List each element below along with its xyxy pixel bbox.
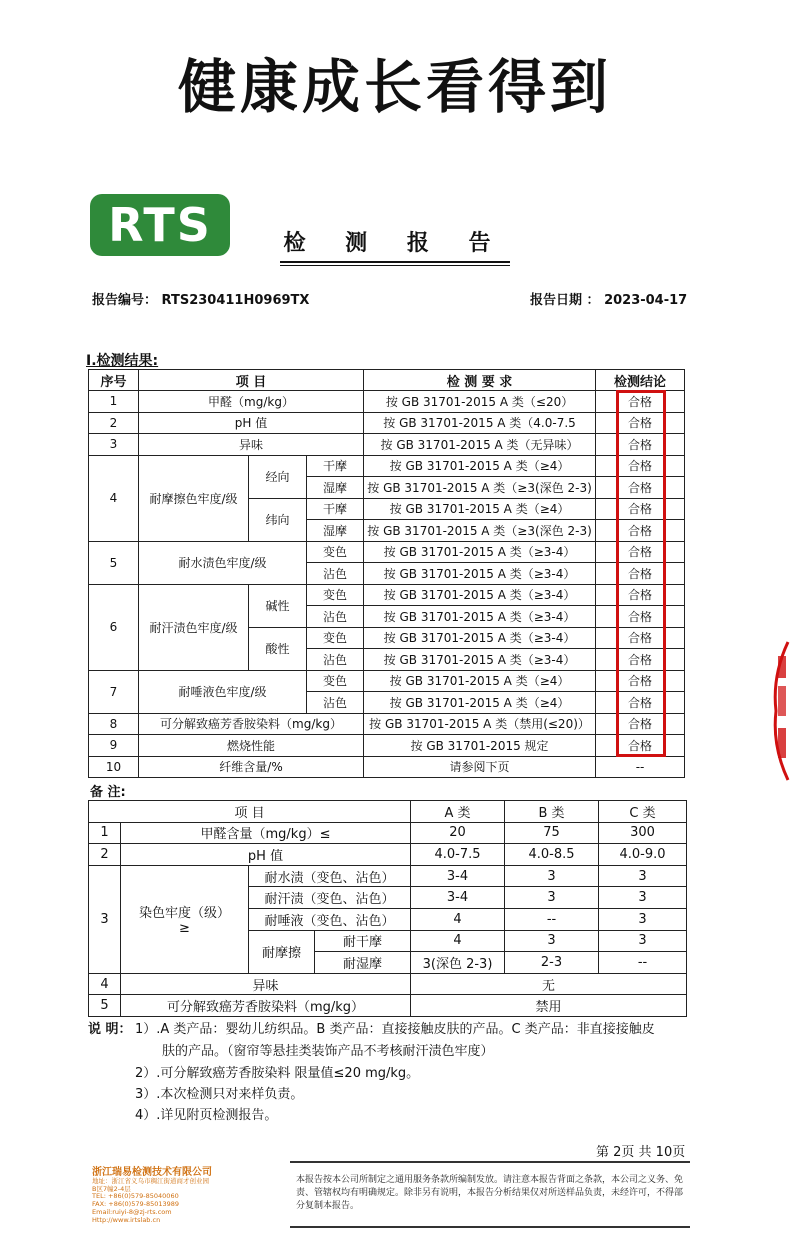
- row-item: 甲醛含量（mg/kg）≤: [121, 822, 411, 844]
- value-c: 300: [599, 822, 687, 844]
- row-item: pH 值: [139, 412, 364, 434]
- report-title: 检 测 报 告: [283, 231, 507, 256]
- row-item: 耐干摩: [315, 930, 411, 952]
- row-subgroup: 耐摩擦: [249, 930, 315, 973]
- row-group: [121, 865, 249, 973]
- table-row: [89, 391, 685, 413]
- row-no: 3: [89, 434, 139, 456]
- row-requirement: 按 GB 31701-2015 A 类（≥3-4）: [364, 649, 596, 671]
- rts-logo: RTS: [90, 194, 230, 256]
- row-result: 合格: [596, 477, 685, 499]
- row-requirement: 按 GB 31701-2015 A 类（≥3-4）: [364, 584, 596, 606]
- row-result: 合格: [596, 670, 685, 692]
- row-requirement: 按 GB 31701-2015 A 类（≥4）: [364, 455, 596, 477]
- row-subitem2: 沾色: [307, 606, 364, 628]
- footer-rule-bottom: [290, 1226, 690, 1228]
- company-address2: B区7幢2-4层: [92, 1185, 131, 1193]
- value-a: 3-4: [411, 865, 505, 887]
- remarks-label: 备 注:: [90, 785, 126, 800]
- value-a: 4.0-7.5: [411, 844, 505, 866]
- title-underline: [280, 261, 510, 263]
- company-email: Email:ruiyi-8@zj-rts.com: [92, 1208, 172, 1216]
- row-item: 耐水渍色牢度/级: [139, 541, 307, 584]
- table-row: [89, 670, 685, 692]
- row-requirement: 按 GB 31701-2015 A 类（≥3-4）: [364, 627, 596, 649]
- notes-label: 说 明：: [88, 1022, 132, 1037]
- row-result: 合格: [596, 455, 685, 477]
- value-c: 3: [599, 930, 687, 952]
- row-subitem2: 沾色: [307, 563, 364, 585]
- row-subitem2: 变色: [307, 670, 364, 692]
- header-item: 项 目: [139, 370, 364, 391]
- row-no: 4: [89, 455, 139, 541]
- row-subitem2: 变色: [307, 541, 364, 563]
- row-result: --: [596, 756, 685, 778]
- row-result: 合格: [596, 434, 685, 456]
- value-all: 禁用: [411, 995, 687, 1017]
- row-item: 耐汗渍色牢度/级: [139, 584, 249, 670]
- row-subitem: 纬向: [249, 498, 307, 541]
- row-item: pH 值: [121, 844, 411, 866]
- report-number-value: RTS230411H0969TX: [161, 293, 310, 308]
- row-no: 4: [89, 973, 121, 995]
- table-row: [89, 713, 685, 735]
- value-c: --: [599, 952, 687, 974]
- value-b: 3: [505, 865, 599, 887]
- header-requirement: 检 测 要 求: [364, 370, 596, 391]
- row-requirement: 按 GB 31701-2015 A 类（禁用(≤20)）: [364, 713, 596, 735]
- row-result: 合格: [596, 713, 685, 735]
- row-no: 8: [89, 713, 139, 735]
- note-item: 肤的产品。（窗帘等悬挂类装饰产品不考核耐汗渍色牢度）: [162, 1044, 494, 1059]
- result-highlight-box: [616, 390, 666, 757]
- disclaimer: 本报告按本公司所制定之通用服务条款所编制发放。请注意本报告背面之条款，本公司之义务、免责、管辖权均有明确规定。除非另有说明，本报告分析结果仅对所送样品负责，未经许可，不得部分复制本报告。: [296, 1175, 684, 1211]
- row-no: 2: [89, 412, 139, 434]
- value-b: 75: [505, 822, 599, 844]
- row-result: 合格: [596, 498, 685, 520]
- row-item: 耐水渍（变色、沾色）: [249, 865, 411, 887]
- group-ge: ≥: [179, 921, 190, 937]
- value-b: 3: [505, 887, 599, 909]
- note-item: 4）.详见附页检测报告。: [135, 1108, 278, 1123]
- row-requirement: 按 GB 31701-2015 A 类（≥3-4）: [364, 541, 596, 563]
- row-no: 5: [89, 541, 139, 584]
- page-headline: 健康成长看得到: [177, 53, 612, 121]
- remarks-table: [88, 800, 687, 1017]
- value-all: 无: [411, 973, 687, 995]
- row-requirement: 按 GB 31701-2015 A 类（≥3-4）: [364, 563, 596, 585]
- row-item: 耐湿摩: [315, 952, 411, 974]
- row-subitem2: 沾色: [307, 649, 364, 671]
- value-a: 4: [411, 908, 505, 930]
- table-row: [89, 865, 687, 887]
- value-a: 4: [411, 930, 505, 952]
- report-date: [530, 289, 687, 308]
- row-subitem2: 变色: [307, 584, 364, 606]
- row-requirement: 按 GB 31701-2015 A 类（≥3(深色 2-3): [364, 477, 596, 499]
- row-requirement: 按 GB 31701-2015 A 类（4.0-7.5: [364, 412, 596, 434]
- row-result: 合格: [596, 649, 685, 671]
- row-item: 耐汗渍（变色、沾色）: [249, 887, 411, 909]
- row-result: 合格: [596, 692, 685, 714]
- row-result: 合格: [596, 520, 685, 542]
- value-c: 3: [599, 865, 687, 887]
- header-result: 检测结论: [596, 370, 685, 391]
- value-c: 4.0-9.0: [599, 844, 687, 866]
- row-subitem2: 湿摩: [307, 477, 364, 499]
- row-requirement: 按 GB 31701-2015 A 类（≥4）: [364, 498, 596, 520]
- row-result: 合格: [596, 606, 685, 628]
- value-b: --: [505, 908, 599, 930]
- remarks-header-c: C 类: [599, 801, 687, 823]
- row-result: 合格: [596, 584, 685, 606]
- table-row: [89, 541, 685, 563]
- row-no: 6: [89, 584, 139, 670]
- table-row: [89, 584, 685, 606]
- row-item: 可分解致癌芳香胺染料（mg/kg）: [121, 995, 411, 1017]
- row-subitem: 碱性: [249, 584, 307, 627]
- table-row: [89, 412, 685, 434]
- row-subitem: 酸性: [249, 627, 307, 670]
- report-date-label: 报告日期 ：: [530, 293, 600, 308]
- value-c: 3: [599, 887, 687, 909]
- results-header-row: [89, 370, 685, 391]
- row-no: 7: [89, 670, 139, 713]
- value-a: 3(深色 2-3): [411, 952, 505, 974]
- row-no: 1: [89, 822, 121, 844]
- note-item: 2）.可分解致癌芳香胺染料 限量值≤20 mg/kg。: [135, 1066, 420, 1081]
- table-row: [89, 995, 687, 1017]
- table-row: [89, 735, 685, 757]
- row-requirement: 请参阅下页: [364, 756, 596, 778]
- table-row: [89, 822, 687, 844]
- row-result: 合格: [596, 391, 685, 413]
- row-result: 合格: [596, 563, 685, 585]
- row-requirement: 按 GB 31701-2015 A 类（≥4）: [364, 670, 596, 692]
- company-tel: TEL: +86(0)579-85040060: [92, 1192, 179, 1200]
- results-table: [88, 369, 685, 778]
- row-requirement: 按 GB 31701-2015 A 类（≥4）: [364, 692, 596, 714]
- title-underline-thin: [280, 265, 510, 266]
- note-item: 3）.本次检测只对来样负责。: [135, 1087, 304, 1102]
- row-item: 耐唾液（变色、沾色）: [249, 908, 411, 930]
- row-item: 耐摩擦色牢度/级: [139, 455, 249, 541]
- row-subitem2: 沾色: [307, 692, 364, 714]
- row-requirement: 按 GB 31701-2015 A 类（≥3-4）: [364, 606, 596, 628]
- footer-rule: [290, 1161, 690, 1163]
- table-row: [89, 756, 685, 778]
- row-requirement: 按 GB 31701-2015 A 类（≤20）: [364, 391, 596, 413]
- note-item: 1）.A 类产品：婴幼儿纺织品。B 类产品：直接接触皮肤的产品。C 类产品：非直接接触皮: [135, 1022, 655, 1037]
- row-result: 合格: [596, 541, 685, 563]
- row-item: 可分解致癌芳香胺染料（mg/kg）: [139, 713, 364, 735]
- row-no: 2: [89, 844, 121, 866]
- row-item: 异味: [121, 973, 411, 995]
- group-label: 染色牢度（级）: [138, 906, 230, 922]
- row-no: 9: [89, 735, 139, 757]
- page-number: 第 2页 共 10页: [596, 1145, 686, 1160]
- section-title: I.检测结果:: [86, 353, 159, 369]
- row-result: 合格: [596, 412, 685, 434]
- remarks-header-a: A 类: [411, 801, 505, 823]
- row-no: 1: [89, 391, 139, 413]
- row-requirement: 按 GB 31701-2015 规定: [364, 735, 596, 757]
- value-b: 3: [505, 930, 599, 952]
- row-requirement: 按 GB 31701-2015 A 类（无异味）: [364, 434, 596, 456]
- row-subitem2: 变色: [307, 627, 364, 649]
- value-c: 3: [599, 908, 687, 930]
- table-row: [89, 973, 687, 995]
- row-no: 3: [89, 865, 121, 973]
- row-item: 甲醛（mg/kg）: [139, 391, 364, 413]
- row-requirement: 按 GB 31701-2015 A 类（≥3(深色 2-3): [364, 520, 596, 542]
- value-b: 4.0-8.5: [505, 844, 599, 866]
- row-result: 合格: [596, 627, 685, 649]
- value-a: 20: [411, 822, 505, 844]
- row-subitem2: 湿摩: [307, 520, 364, 542]
- row-subitem2: 干摩: [307, 498, 364, 520]
- row-subitem2: 干摩: [307, 455, 364, 477]
- remarks-header-item: 项 目: [89, 801, 411, 823]
- row-no: 10: [89, 756, 139, 778]
- report-date-value: 2023-04-17: [604, 293, 688, 308]
- row-subitem: 经向: [249, 455, 307, 498]
- remarks-header-row: [89, 801, 687, 823]
- row-no: 5: [89, 995, 121, 1017]
- value-b: 2-3: [505, 952, 599, 974]
- row-item: 异味: [139, 434, 364, 456]
- header-no: 序号: [89, 370, 139, 391]
- value-a: 3-4: [411, 887, 505, 909]
- seal-stamp-icon: [766, 636, 790, 786]
- company-name: 浙江瑞易检测技术有限公司: [92, 1167, 212, 1178]
- report-number-label: 报告编号：: [92, 293, 158, 308]
- company-website[interactable]: [92, 1216, 160, 1224]
- table-row: [89, 844, 687, 866]
- remarks-header-b: B 类: [505, 801, 599, 823]
- table-row: [89, 434, 685, 456]
- company-address: 地址：浙江省义乌市稠江街道商才创业园: [92, 1177, 209, 1185]
- row-item: 纤维含量/%: [139, 756, 364, 778]
- table-row: [89, 455, 685, 477]
- report-number: [92, 289, 309, 308]
- company-website-link[interactable]: Http://www.irtslab.cn: [92, 1216, 161, 1224]
- row-item: 燃烧性能: [139, 735, 364, 757]
- company-fax: FAX: +86(0)579-85013989: [92, 1200, 180, 1208]
- row-result: 合格: [596, 735, 685, 757]
- row-item: 耐唾液色牢度/级: [139, 670, 307, 713]
